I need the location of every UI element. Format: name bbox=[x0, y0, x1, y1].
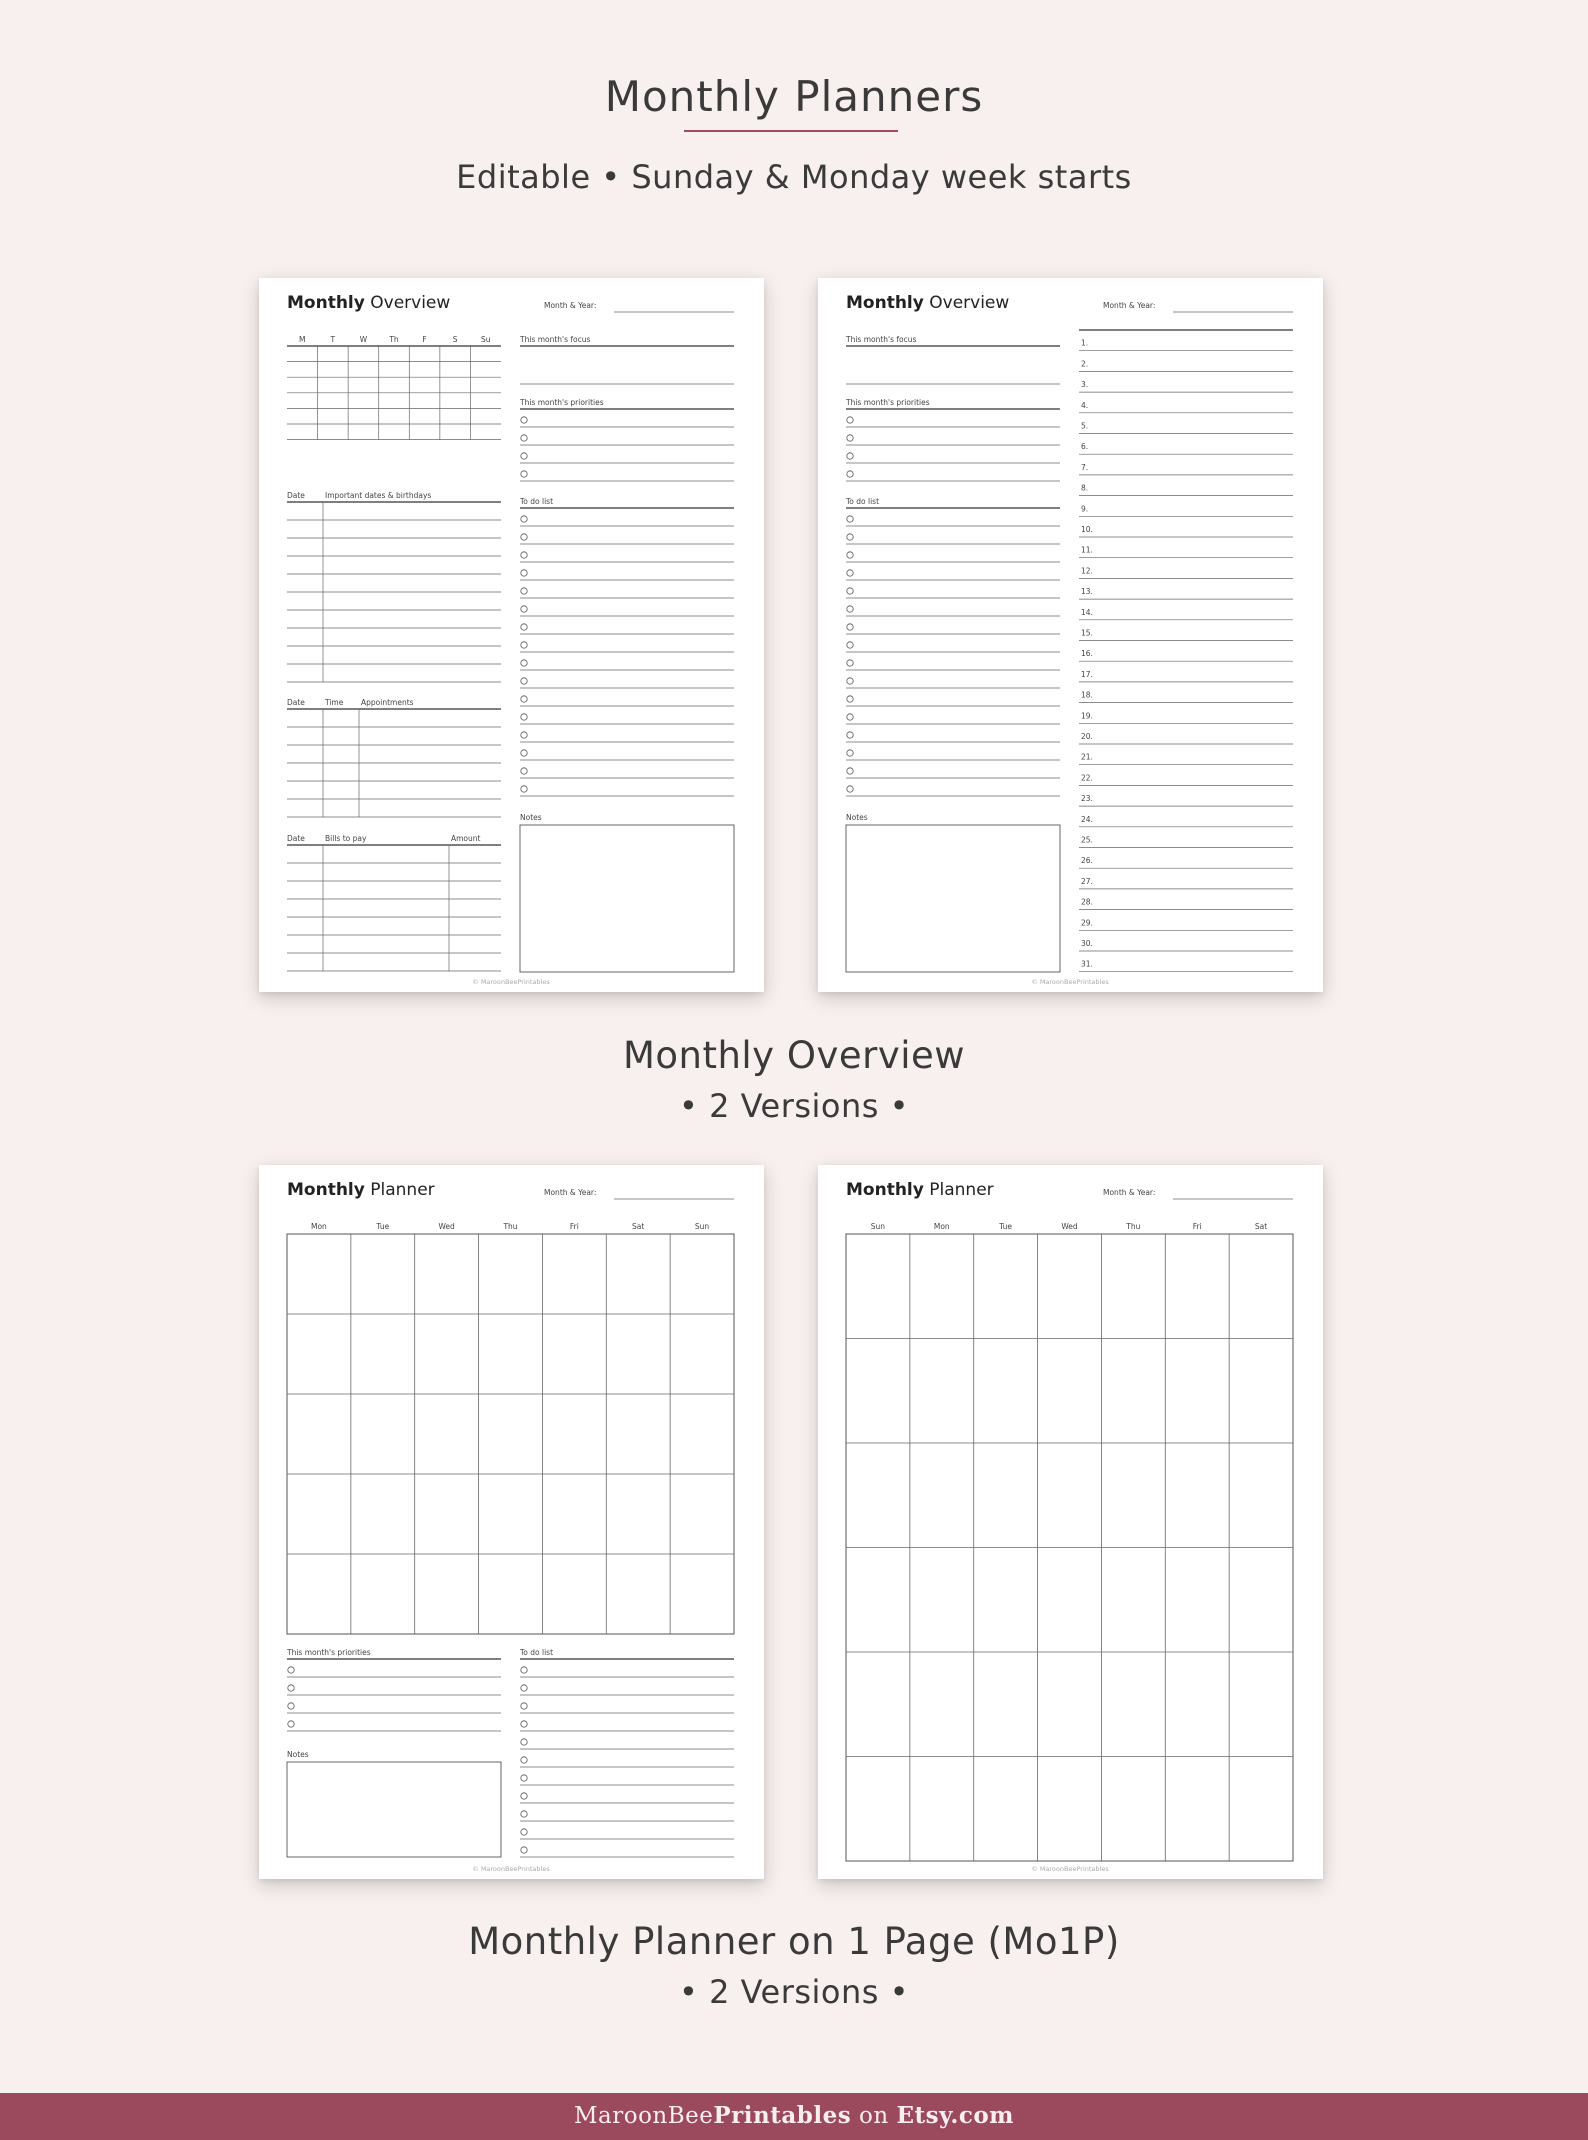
day-number: 30. bbox=[1081, 939, 1093, 948]
copyright-label: © MaroonBeePrintables bbox=[1031, 978, 1109, 986]
checkbox-circle bbox=[847, 696, 853, 702]
checkbox-circle bbox=[847, 714, 853, 720]
overview-sheet-v2 bbox=[818, 278, 1323, 992]
footer-site: Etsy.com bbox=[896, 2102, 1015, 2129]
checkbox-circle bbox=[521, 1757, 527, 1763]
day-number: 25. bbox=[1081, 835, 1093, 845]
checkbox-circle bbox=[521, 732, 527, 738]
day-number: 7. bbox=[1081, 462, 1089, 472]
weekday-label: Fri bbox=[569, 1222, 579, 1231]
checkbox-circle bbox=[521, 453, 527, 459]
day-number: 24. bbox=[1081, 814, 1093, 824]
todo-label: To do list bbox=[846, 497, 880, 506]
planner-section-title: Monthly Planner on 1 Page (Mo1P) bbox=[468, 1920, 1120, 1963]
sheet-title bbox=[846, 1180, 994, 1200]
overview-sheet-v1-drawing bbox=[259, 278, 764, 992]
important-dates-label: Important dates & birthdays bbox=[325, 491, 432, 500]
bills-date-label: Date bbox=[287, 834, 305, 843]
sheet-title-word: Planner bbox=[364, 1180, 435, 1200]
checkbox-circle bbox=[521, 1685, 527, 1691]
checkbox-circle bbox=[847, 624, 853, 630]
mini-cal-day: T bbox=[330, 335, 336, 344]
day-number: 9. bbox=[1081, 504, 1089, 514]
appt-date-label: Date bbox=[287, 698, 305, 707]
copyright-label: © MaroonBeePrintables bbox=[472, 1865, 550, 1873]
checkbox-circle bbox=[521, 588, 527, 594]
day-number: 8. bbox=[1081, 483, 1089, 493]
mini-cal-day: M bbox=[299, 335, 306, 344]
todo-label: To do list bbox=[520, 497, 554, 506]
overview-section-title: Monthly Overview bbox=[622, 1034, 966, 1077]
checkbox-circle bbox=[288, 1721, 294, 1727]
notes-box bbox=[287, 1762, 501, 1857]
month-year-label: Month & Year: bbox=[1103, 301, 1156, 310]
checkbox-circle bbox=[521, 714, 527, 720]
notes-box bbox=[520, 825, 734, 972]
day-number: 15. bbox=[1081, 628, 1093, 638]
sheet-title-bold: Monthly bbox=[846, 293, 924, 313]
day-number: 31. bbox=[1081, 959, 1093, 969]
day-number: 21. bbox=[1081, 752, 1093, 762]
weekday-label: Thu bbox=[503, 1222, 518, 1231]
footer-on: on bbox=[851, 2103, 897, 2129]
checkbox-circle bbox=[288, 1703, 294, 1709]
calendar-grid bbox=[287, 1234, 734, 1634]
sheet-title-word: Overview bbox=[364, 293, 451, 313]
checkbox-circle bbox=[847, 552, 853, 558]
day-number: 11. bbox=[1081, 545, 1093, 555]
checkbox-circle bbox=[847, 732, 853, 738]
priorities-label: This month's priorities bbox=[287, 1648, 371, 1657]
checkbox-circle bbox=[521, 696, 527, 702]
checkbox-circle bbox=[521, 768, 527, 774]
checkbox-circle bbox=[847, 660, 853, 666]
todo-label: To do list bbox=[520, 1648, 554, 1657]
weekday-label: Sun bbox=[694, 1222, 710, 1231]
checkbox-circle bbox=[521, 624, 527, 630]
day-number: 6. bbox=[1081, 442, 1089, 452]
footer-shop-bold: Printables bbox=[713, 2102, 852, 2129]
checkbox-circle bbox=[521, 1667, 527, 1673]
title-underline bbox=[684, 130, 898, 132]
appointments-label: Appointments bbox=[361, 698, 414, 707]
checkbox-circle bbox=[847, 786, 853, 792]
day-number: 14. bbox=[1081, 607, 1093, 617]
day-number: 16. bbox=[1081, 649, 1093, 659]
day-number: 17. bbox=[1081, 669, 1093, 679]
focus-label: This month's focus bbox=[846, 335, 917, 344]
checkbox-circle bbox=[521, 642, 527, 648]
month-year-label: Month & Year: bbox=[1103, 1188, 1156, 1197]
checkbox-circle bbox=[847, 534, 853, 540]
sheet-title-word: Planner bbox=[923, 1180, 994, 1200]
footer-shop-plain: MaroonBee bbox=[573, 2103, 714, 2129]
mini-cal-day: Th bbox=[389, 335, 399, 344]
weekday-label: Wed bbox=[438, 1222, 455, 1231]
checkbox-circle bbox=[521, 552, 527, 558]
month-year-label: Month & Year: bbox=[544, 1188, 597, 1197]
checkbox-circle bbox=[521, 471, 527, 477]
checkbox-circle bbox=[847, 768, 853, 774]
day-number: 23. bbox=[1081, 794, 1093, 804]
mini-cal-day: S bbox=[452, 335, 458, 344]
bills-label: Bills to pay bbox=[325, 834, 367, 843]
day-number: 27. bbox=[1081, 876, 1093, 886]
planner-sheet-monday bbox=[259, 1165, 764, 1879]
checkbox-circle bbox=[521, 534, 527, 540]
copyright-label: © MaroonBeePrintables bbox=[472, 978, 550, 986]
weekday-label: Mon bbox=[311, 1222, 327, 1231]
day-number: 13. bbox=[1081, 587, 1093, 597]
checkbox-circle bbox=[847, 750, 853, 756]
weekday-label: Thu bbox=[1126, 1222, 1141, 1231]
priorities-label: This month's priorities bbox=[520, 398, 604, 407]
sheet-title-bold: Monthly bbox=[287, 293, 365, 313]
checkbox-circle bbox=[521, 1829, 527, 1835]
day-number: 20. bbox=[1081, 732, 1093, 741]
day-number: 10. bbox=[1081, 525, 1093, 534]
checkbox-circle bbox=[847, 471, 853, 477]
checkbox-circle bbox=[521, 750, 527, 756]
day-number: 12. bbox=[1081, 566, 1093, 576]
weekday-label: Wed bbox=[1061, 1222, 1078, 1231]
dates-date-label: Date bbox=[287, 491, 305, 500]
weekday-label: Tue bbox=[376, 1222, 390, 1231]
day-number: 3. bbox=[1081, 380, 1089, 390]
priorities-label: This month's priorities bbox=[846, 398, 930, 407]
checkbox-circle bbox=[521, 435, 527, 441]
footer-shop-link[interactable] bbox=[0, 2102, 1588, 2129]
mini-cal-day: W bbox=[359, 335, 368, 344]
day-number: 26. bbox=[1081, 856, 1093, 866]
weekday-label: Sat bbox=[1254, 1222, 1268, 1231]
checkbox-circle bbox=[521, 1775, 527, 1781]
weekday-label: Fri bbox=[1192, 1222, 1202, 1231]
overview-section-subtitle: • 2 Versions • bbox=[679, 1087, 909, 1125]
focus-label: This month's focus bbox=[520, 335, 591, 344]
checkbox-circle bbox=[521, 417, 527, 423]
day-number: 1. bbox=[1081, 338, 1089, 348]
appt-time-label: Time bbox=[325, 698, 344, 707]
sheet-title-bold: Monthly bbox=[846, 1180, 924, 1200]
notes-box bbox=[846, 825, 1060, 972]
page-title: Monthly Planners bbox=[604, 72, 984, 121]
planner-section-subtitle: • 2 Versions • bbox=[679, 1973, 909, 2011]
day-number: 5. bbox=[1081, 421, 1089, 431]
day-number: 4. bbox=[1081, 400, 1089, 410]
checkbox-circle bbox=[847, 678, 853, 684]
month-year-label: Month & Year: bbox=[544, 301, 597, 310]
checkbox-circle bbox=[521, 606, 527, 612]
day-number: 18. bbox=[1081, 690, 1093, 700]
checkbox-circle bbox=[521, 1721, 527, 1727]
notes-label: Notes bbox=[520, 813, 542, 822]
overview-sheet-v1 bbox=[259, 278, 764, 992]
weekday-label: Sun bbox=[870, 1222, 886, 1231]
planner-sheet-monday-drawing bbox=[259, 1165, 764, 1879]
mini-cal-day: F bbox=[422, 335, 427, 344]
checkbox-circle bbox=[847, 642, 853, 648]
sheet-title bbox=[287, 1180, 435, 1200]
sheet-title-bold: Monthly bbox=[287, 1180, 365, 1200]
checkbox-circle bbox=[288, 1667, 294, 1673]
notes-label: Notes bbox=[846, 813, 868, 822]
notes-label: Notes bbox=[287, 1750, 309, 1759]
copyright-label: © MaroonBeePrintables bbox=[1031, 1865, 1109, 1873]
planner-sheet-sunday-drawing bbox=[818, 1165, 1323, 1879]
checkbox-circle bbox=[521, 570, 527, 576]
checkbox-circle bbox=[521, 516, 527, 522]
checkbox-circle bbox=[847, 516, 853, 522]
checkbox-circle bbox=[521, 1847, 527, 1853]
sheet-title bbox=[287, 293, 450, 313]
day-number: 28. bbox=[1081, 897, 1093, 907]
checkbox-circle bbox=[847, 435, 853, 441]
day-number: 2. bbox=[1081, 359, 1089, 369]
checkbox-circle bbox=[521, 786, 527, 792]
checkbox-circle bbox=[847, 588, 853, 594]
weekday-label: Sat bbox=[632, 1222, 645, 1231]
day-number: 19. bbox=[1081, 711, 1093, 721]
sheet-title-word: Overview bbox=[923, 293, 1010, 313]
amount-label: Amount bbox=[451, 834, 481, 843]
checkbox-circle bbox=[521, 660, 527, 666]
checkbox-circle bbox=[521, 1811, 527, 1817]
checkbox-circle bbox=[521, 1703, 527, 1709]
checkbox-circle bbox=[847, 453, 853, 459]
mini-cal-day: Su bbox=[480, 335, 491, 344]
checkbox-circle bbox=[847, 606, 853, 612]
checkbox-circle bbox=[521, 1739, 527, 1745]
weekday-label: Mon bbox=[933, 1222, 950, 1231]
page-subtitle: Editable • Sunday & Monday week starts bbox=[456, 158, 1132, 196]
checkbox-circle bbox=[847, 417, 853, 423]
weekday-label: Tue bbox=[999, 1222, 1013, 1231]
checkbox-circle bbox=[847, 570, 853, 576]
sheet-title bbox=[846, 293, 1009, 313]
planner-sheet-sunday bbox=[818, 1165, 1323, 1879]
checkbox-circle bbox=[521, 678, 527, 684]
checkbox-circle bbox=[288, 1685, 294, 1691]
checkbox-circle bbox=[521, 1793, 527, 1799]
day-number: 29. bbox=[1081, 918, 1093, 928]
footer-bar bbox=[0, 2093, 1588, 2140]
day-number: 22. bbox=[1081, 773, 1093, 783]
overview-sheet-v2-drawing bbox=[818, 278, 1323, 992]
